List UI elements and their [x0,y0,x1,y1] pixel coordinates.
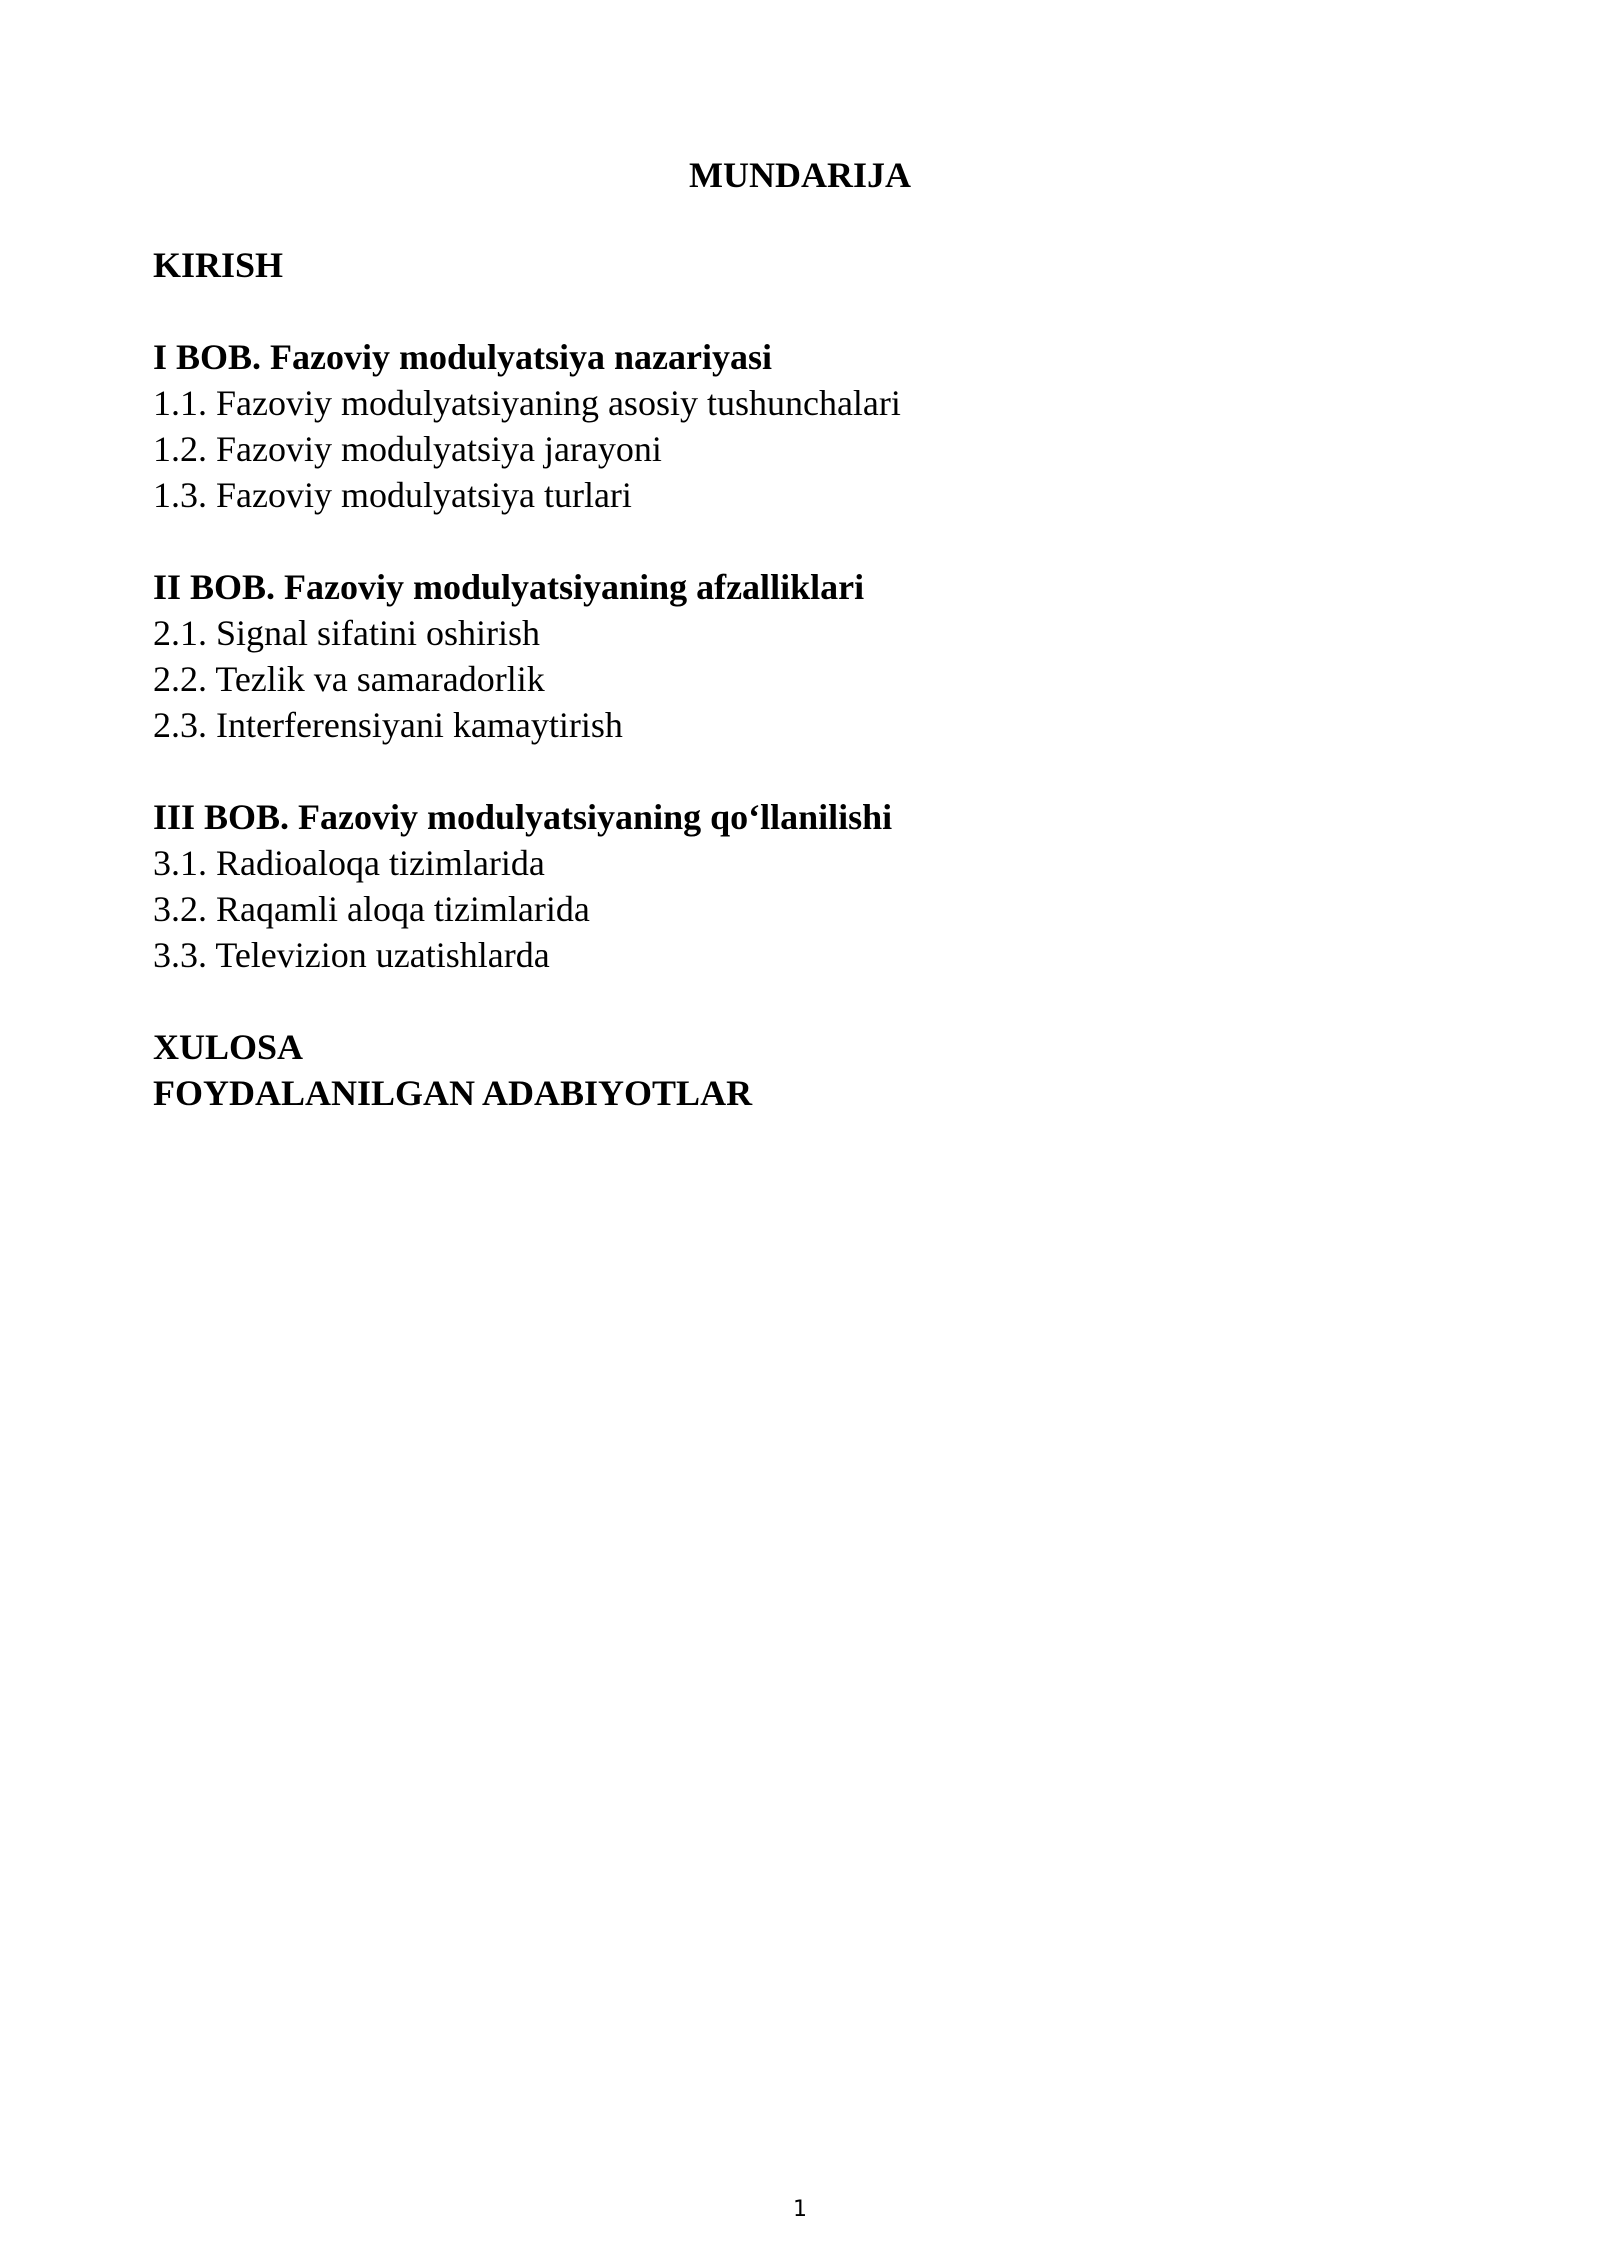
page-number: 1 [793,2197,807,2222]
toc-spacer [153,748,1453,794]
toc-section-2-3: 2.3. Interferensiyani kamaytirish [153,705,623,745]
toc-references: FOYDALANILGAN ADABIYOTLAR [153,1073,753,1113]
toc-section-1-1: 1.1. Fazoviy modulyatsiyaning asosiy tushunchalari [153,383,901,423]
table-of-contents [153,242,1453,1116]
toc-section-3-3: 3.3. Televizion uzatishlarda [153,935,550,975]
toc-chapter-3-heading: III BOB. Fazoviy modulyatsiyaning qo‘llanilishi [153,797,893,837]
toc-section-1-2: 1.2. Fazoviy modulyatsiya jarayoni [153,429,662,469]
toc-chapter-1-heading: I BOB. Fazoviy modulyatsiya nazariyasi [153,337,773,377]
toc-section-2-1: 2.1. Signal sifatini oshirish [153,613,540,653]
toc-section-3-1: 3.1. Radioaloqa tizimlarida [153,843,545,883]
toc-section-3-2: 3.2. Raqamli aloqa tizimlarida [153,889,590,929]
toc-spacer [153,288,1453,334]
toc-intro: KIRISH [153,245,284,285]
toc-spacer [153,518,1453,564]
toc-section-1-3: 1.3. Fazoviy modulyatsiya turlari [153,475,632,515]
toc-section-2-2: 2.2. Tezlik va samaradorlik [153,659,545,699]
page-title: MUNDARIJA [689,155,911,195]
toc-conclusion: XULOSA [153,1027,304,1067]
toc-spacer [153,978,1453,1024]
toc-chapter-2-heading: II BOB. Fazoviy modulyatsiyaning afzalliklari [153,567,865,607]
